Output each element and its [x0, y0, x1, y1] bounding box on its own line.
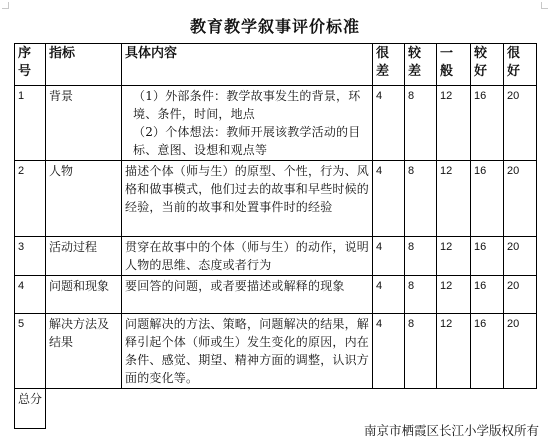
row-score: 4 [373, 86, 405, 161]
row-score: 20 [504, 237, 537, 276]
row-score: 16 [471, 314, 504, 389]
total-label: 总分 [15, 389, 46, 429]
row-score: 4 [373, 276, 405, 314]
row-content-line: 问题解决的方法、策略，问题解决的结果，解释引起个体（师或生）发生变化的原因，内在条件、感觉、期望、精神方面的调整，认识方面的变化等。 [125, 317, 370, 385]
table-row [15, 86, 537, 161]
row-content [122, 161, 373, 237]
row-score: 20 [504, 314, 537, 389]
row-indicator: 人物 [46, 161, 122, 237]
row-content-line: （2）个体想法：教师开展该教学活动的目标、意图、设想和观点等 [133, 125, 361, 157]
header-score-good: 较好 [471, 44, 504, 86]
row-content-line: 贯穿在故事中的个体（师与生）的动作，说明人物的思维、态度或者行为 [125, 240, 370, 272]
row-score: 16 [471, 86, 504, 161]
header-score-average: 一般 [437, 44, 471, 86]
row-score: 4 [373, 161, 405, 237]
row-indicator: 活动过程 [46, 237, 122, 276]
table-row [15, 161, 537, 237]
row-content [122, 314, 373, 389]
row-index: 1 [15, 86, 46, 161]
row-content-line: （1）外部条件：教学故事发生的背景，环境、条件，时间，地点 [133, 89, 361, 121]
row-score: 20 [504, 86, 537, 161]
row-score: 8 [405, 276, 437, 314]
row-content [122, 86, 373, 161]
row-score: 12 [437, 276, 471, 314]
row-score: 16 [471, 161, 504, 237]
page-corner-mark-right [541, 2, 548, 9]
header-score-very-poor: 很差 [373, 44, 405, 86]
row-content-line: 描述个体（师与生）的原型、个性，行为、风格和做事模式，他们过去的故事和早些时候的经验，当前的故事和处置事件时的经验 [125, 164, 370, 214]
header-score-very-good: 很好 [504, 44, 537, 86]
row-indicator: 问题和现象 [46, 276, 122, 314]
row-score: 12 [437, 314, 471, 389]
table-header-row [15, 44, 537, 86]
row-score: 4 [373, 314, 405, 389]
row-score: 8 [405, 161, 437, 237]
row-score: 12 [437, 237, 471, 276]
table-row [15, 314, 537, 389]
header-score-poor: 较差 [405, 44, 437, 86]
evaluation-table [14, 43, 537, 429]
row-index: 2 [15, 161, 46, 237]
row-score: 4 [373, 237, 405, 276]
row-content [122, 276, 373, 314]
row-score: 12 [437, 86, 471, 161]
row-score: 8 [405, 86, 437, 161]
page-corner-mark-left [2, 2, 9, 9]
row-content-line: 要回答的问题，或者要描述或解释的现象 [125, 279, 345, 293]
row-index: 3 [15, 237, 46, 276]
row-content [122, 237, 373, 276]
row-index: 5 [15, 314, 46, 389]
table-row [15, 276, 537, 314]
row-indicator: 背景 [46, 86, 122, 161]
row-score: 12 [437, 161, 471, 237]
row-score: 16 [471, 276, 504, 314]
row-score: 16 [471, 237, 504, 276]
page-title: 教育教学叙事评价标准 [189, 17, 360, 36]
row-score: 20 [504, 276, 537, 314]
row-score: 20 [504, 161, 537, 237]
header-index: 序号 [15, 44, 46, 86]
row-score: 8 [405, 237, 437, 276]
header-content: 具体内容 [122, 44, 373, 86]
row-score: 8 [405, 314, 437, 389]
table-row [15, 237, 537, 276]
row-indicator: 解决方法及结果 [46, 314, 122, 389]
row-index: 4 [15, 276, 46, 314]
copyright-notice: 南京市栖霞区长江小学版权所有 [363, 423, 539, 438]
header-indicator: 指标 [46, 44, 122, 86]
